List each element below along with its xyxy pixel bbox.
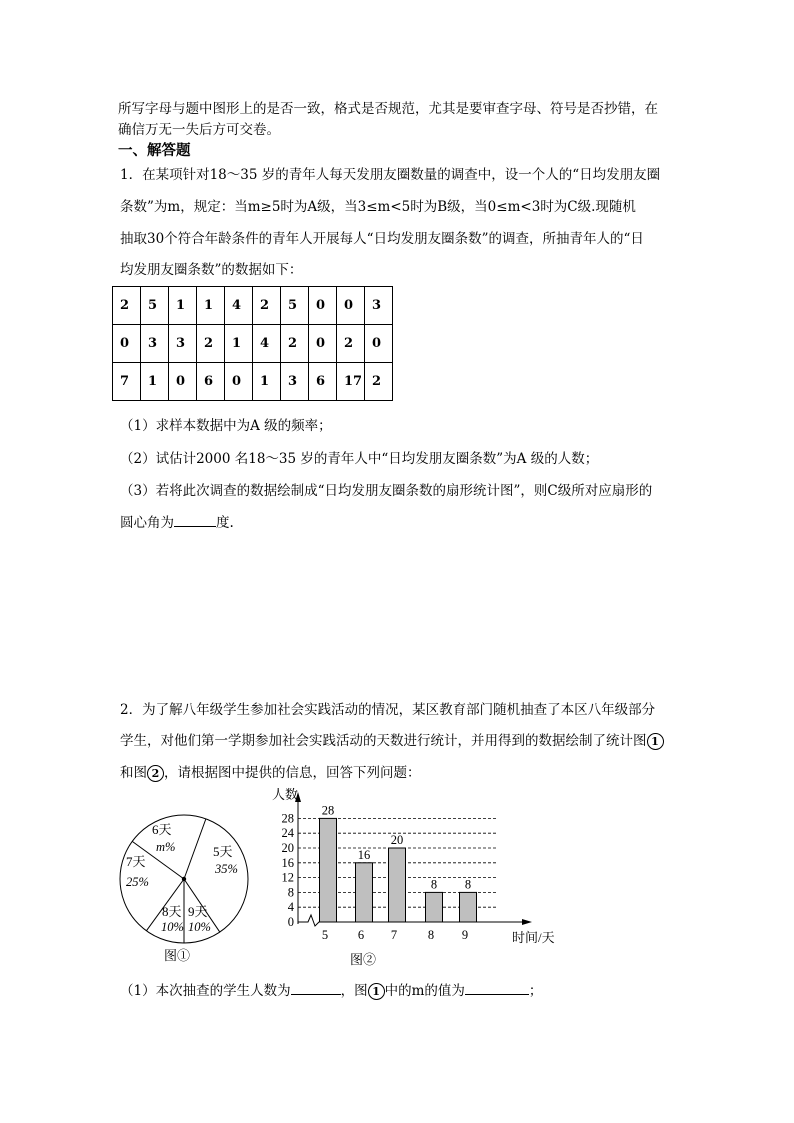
- q2-sub-1: [120, 978, 680, 1004]
- figure-2-ref: 2: [147, 765, 164, 782]
- pie-chart: [112, 792, 272, 967]
- figure-1-ref-inline: 1: [368, 983, 385, 1000]
- q1-sub-3b-suffix: 度.: [216, 515, 234, 531]
- table-cell: 2: [337, 325, 365, 363]
- bar-value-label: 8: [430, 877, 438, 892]
- y-tick-label: 8: [287, 885, 294, 900]
- q2-sub-1-end: ；: [528, 983, 543, 999]
- pie-caption: 图①: [164, 948, 191, 963]
- table-cell: 2: [197, 325, 225, 363]
- y-tick-label: 20: [281, 841, 294, 855]
- y-tick-label: 4: [287, 900, 294, 915]
- table-cell: 17: [337, 363, 365, 401]
- q1-line-2: 条数”为m，规定：当m≥5时为A级，当3≤m<5时为B级，当0≤m<3时为C级.现随机: [120, 199, 636, 215]
- y-tick-label: 28: [281, 811, 294, 826]
- table-cell: 3: [365, 287, 393, 325]
- pie-slice-label: 8天: [162, 904, 182, 919]
- pie-slice-percent: m%: [156, 840, 176, 854]
- pie-slice-label: 5天: [213, 844, 233, 859]
- table-cell: 2: [113, 287, 141, 325]
- q1-sub-2: （2）试估计2000 名18～35 岁的青年人中“日均发朋友圈条数”为A 级的人数；: [120, 451, 599, 467]
- table-cell: 1: [169, 287, 197, 325]
- table-cell: 2: [253, 287, 281, 325]
- table-cell: 1: [197, 287, 225, 325]
- q2-sub-1-mid2: 中的m的值为: [384, 983, 465, 999]
- table-cell: 5: [281, 287, 309, 325]
- pie-slice-percent: 10%: [161, 920, 184, 934]
- table-cell: 0: [225, 363, 253, 401]
- table-cell: 4: [253, 325, 281, 363]
- table-cell: 0: [365, 325, 393, 363]
- q2-line-1: 2．为了解八年级学生参加社会实践活动的情况，某区教育部门随机抽查了本区八年级部分: [120, 702, 656, 718]
- q1-line-4: 均发朋友圈条数”的数据如下：: [120, 262, 303, 278]
- q1-line-3: 抽取30个符合年龄条件的青年人开展每人“日均发朋友圈条数”的调查，所抽青年人的“日: [120, 231, 644, 247]
- table-cell: 0: [113, 325, 141, 363]
- table-cell: 2: [281, 325, 309, 363]
- bar: [389, 848, 406, 922]
- bar-chart: [272, 782, 562, 972]
- bar-caption: 图②: [350, 952, 377, 967]
- table-cell: 0: [169, 363, 197, 401]
- table-cell: 1: [253, 363, 281, 401]
- table-cell: 6: [309, 363, 337, 401]
- figure-1-ref: 1: [647, 733, 664, 750]
- y-axis-label: 人数: [272, 787, 299, 802]
- table-row: [113, 325, 393, 363]
- table-cell: 5: [141, 287, 169, 325]
- x-tick-label: 9: [461, 928, 469, 942]
- table-cell: 3: [281, 363, 309, 401]
- table-cell: 6: [197, 363, 225, 401]
- x-axis-label: 时间/天: [512, 930, 555, 945]
- table-row: [113, 363, 393, 401]
- table-cell: 1: [225, 325, 253, 363]
- answer-blank-count[interactable]: [291, 994, 341, 995]
- bar-value-label: 28: [321, 803, 335, 818]
- q2-line-2: [120, 728, 680, 754]
- table-cell: 0: [337, 287, 365, 325]
- q2-sub-1-mid: ，图: [340, 983, 368, 999]
- table-cell: 1: [141, 363, 169, 401]
- x-tick-label: 6: [357, 928, 365, 942]
- y-tick-label: 24: [281, 826, 294, 841]
- pie-center-dot: [182, 877, 186, 881]
- q2-line-3-suffix: ，请根据图中提供的信息，回答下列问题：: [164, 765, 421, 781]
- bar: [426, 892, 443, 922]
- q2-line-3-prefix: 和图: [120, 765, 147, 781]
- pie-slice-percent: 10%: [188, 920, 211, 934]
- y-tick-label: 16: [281, 855, 294, 870]
- table-cell: 3: [169, 325, 197, 363]
- pie-slice-label: 7天: [126, 854, 146, 869]
- answer-blank-angle[interactable]: [174, 526, 216, 527]
- pie-slice-label: 9天: [188, 904, 208, 919]
- answer-blank-m[interactable]: [465, 994, 529, 995]
- intro-line-1: 所写字母与题中图形上的是否一致，格式是否规范，尤其是要审查字母、符号是否抄错，在: [118, 101, 658, 117]
- table-cell: 0: [309, 287, 337, 325]
- intro-line-2: 确信万无一失后方可交卷。: [118, 122, 280, 138]
- section-title: 一、解答题: [118, 142, 191, 159]
- x-tick-label: 8: [427, 928, 435, 942]
- x-axis-arrow: [522, 919, 532, 925]
- q2-line-2-text: 学生，对他们第一学期参加社会实践活动的天数进行统计，并用得到的数据绘制了统计图: [120, 733, 647, 749]
- bar: [356, 863, 373, 922]
- table-cell: 0: [309, 325, 337, 363]
- q1-sub-1: （1）求样本数据中为A 级的频率；: [120, 418, 332, 434]
- bar: [320, 818, 337, 922]
- q1-line-1: 1．在某项针对18～35 岁的青年人每天发朋友圈数量的调查中，设一个人的“日均发朋友圈: [120, 167, 661, 183]
- pie-slice-percent: 25%: [126, 875, 149, 889]
- q1-sub-3a: （3）若将此次调查的数据绘制成“日均发朋友圈条数的扇形统计图”，则C级所对应扇形的: [120, 483, 653, 499]
- table-cell: 3: [141, 325, 169, 363]
- pie-slice-percent: 35%: [215, 862, 238, 876]
- bar-value-label: 8: [464, 877, 472, 892]
- bar-value-label: 20: [390, 833, 404, 847]
- data-table: [112, 286, 393, 401]
- table-cell: 7: [113, 363, 141, 401]
- table-cell: 2: [365, 363, 393, 401]
- table-cell: 4: [225, 287, 253, 325]
- q1-sub-3b: [120, 510, 680, 536]
- y-tick-label: 0: [287, 915, 294, 929]
- y-tick-label: 12: [281, 870, 294, 885]
- bar-value-label: 16: [357, 847, 371, 862]
- pie-slice-label: 6天: [152, 822, 172, 837]
- x-tick-label: 7: [390, 928, 398, 942]
- table-row: [113, 287, 393, 325]
- q2-sub-1-prefix: （1）本次抽查的学生人数为: [120, 983, 291, 999]
- x-tick-label: 5: [321, 928, 329, 942]
- q1-sub-3b-prefix: 圆心角为: [120, 515, 174, 531]
- bar: [460, 892, 477, 922]
